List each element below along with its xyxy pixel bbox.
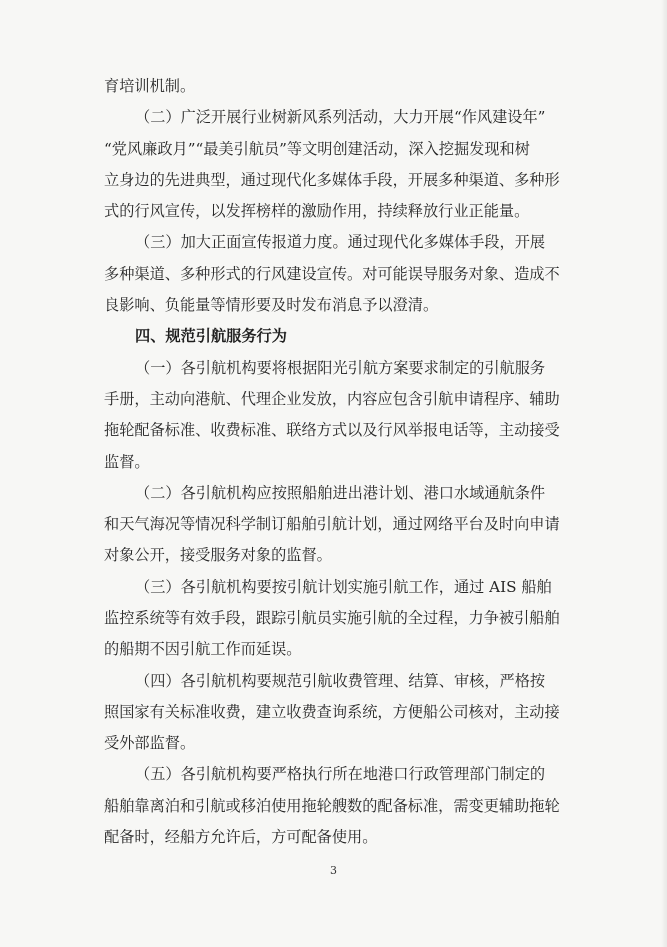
text-line: 监督。 xyxy=(104,453,150,471)
text-line: 育培训机制。 xyxy=(104,77,196,95)
text-line: （三）各引航机构要按引航计划实施引航工作，通过 AIS 船舶 xyxy=(135,578,552,596)
text-line: 式的行风宣传，以发挥榜样的激励作用，持续释放行业正能量。 xyxy=(104,202,530,220)
text-line: （二）各引航机构应按照船舶进出港计划、港口水域通航条件 xyxy=(135,484,546,502)
text-line: （三）加大正面宣传报道力度。通过现代化多媒体手段，开展 xyxy=(135,233,546,251)
text-line: 多种渠道、多种形式的行风建设宣传。对可能误导服务对象、造成不 xyxy=(104,265,560,283)
text-line: 立身边的先进典型，通过现代化多媒体手段，开展多种渠道、多种形 xyxy=(104,171,560,189)
text-line: 和天气海况等情况科学制订船舶引航计划，通过网络平台及时向申请 xyxy=(104,515,560,533)
text-line: 对象公开，接受服务对象的监督。 xyxy=(104,546,332,564)
text-line: 良影响、负能量等情形要及时发布消息予以澄清。 xyxy=(104,296,439,314)
text-line: 配备时，经船方允许后，方可配备使用。 xyxy=(104,828,378,846)
text-line: 拖轮配备标准、收费标准、联络方式以及行风举报电话等，主动接受 xyxy=(104,421,560,439)
text-line: （四）各引航机构要规范引航收费管理、结算、审核，严格按 xyxy=(135,672,546,690)
text-line: （一）各引航机构要将根据阳光引航方案要求制定的引航服务 xyxy=(135,359,546,377)
text-line: 受外部监督。 xyxy=(104,734,196,752)
text-line: 的船期不因引航工作而延误。 xyxy=(104,640,302,658)
scan-edge-shadow xyxy=(661,0,667,947)
section-heading: 四、规范引航服务行为 xyxy=(135,327,287,345)
text-line: （二）广泛开展行业树新风系列活动，大力开展“作风建设年” xyxy=(135,108,546,126)
text-line: “党风廉政月”“最美引航员”等文明创建活动，深入挖掘发现和树 xyxy=(104,140,530,158)
text-line: （五）各引航机构要严格执行所在地港口行政管理部门制定的 xyxy=(135,765,546,783)
text-line: 照国家有关标准收费，建立收费查询系统，方便船公司核对，主动接 xyxy=(104,703,560,721)
text-line: 手册，主动向港航、代理企业发放，内容应包含引航申请程序、辅助 xyxy=(104,390,560,408)
page-number: 3 xyxy=(330,864,337,877)
text-line: 监控系统等有效手段，跟踪引航员实施引航的全过程，力争被引船舶 xyxy=(104,609,560,627)
text-line: 船舶靠离泊和引航或移泊使用拖轮艘数的配备标准，需变更辅助拖轮 xyxy=(104,797,560,815)
